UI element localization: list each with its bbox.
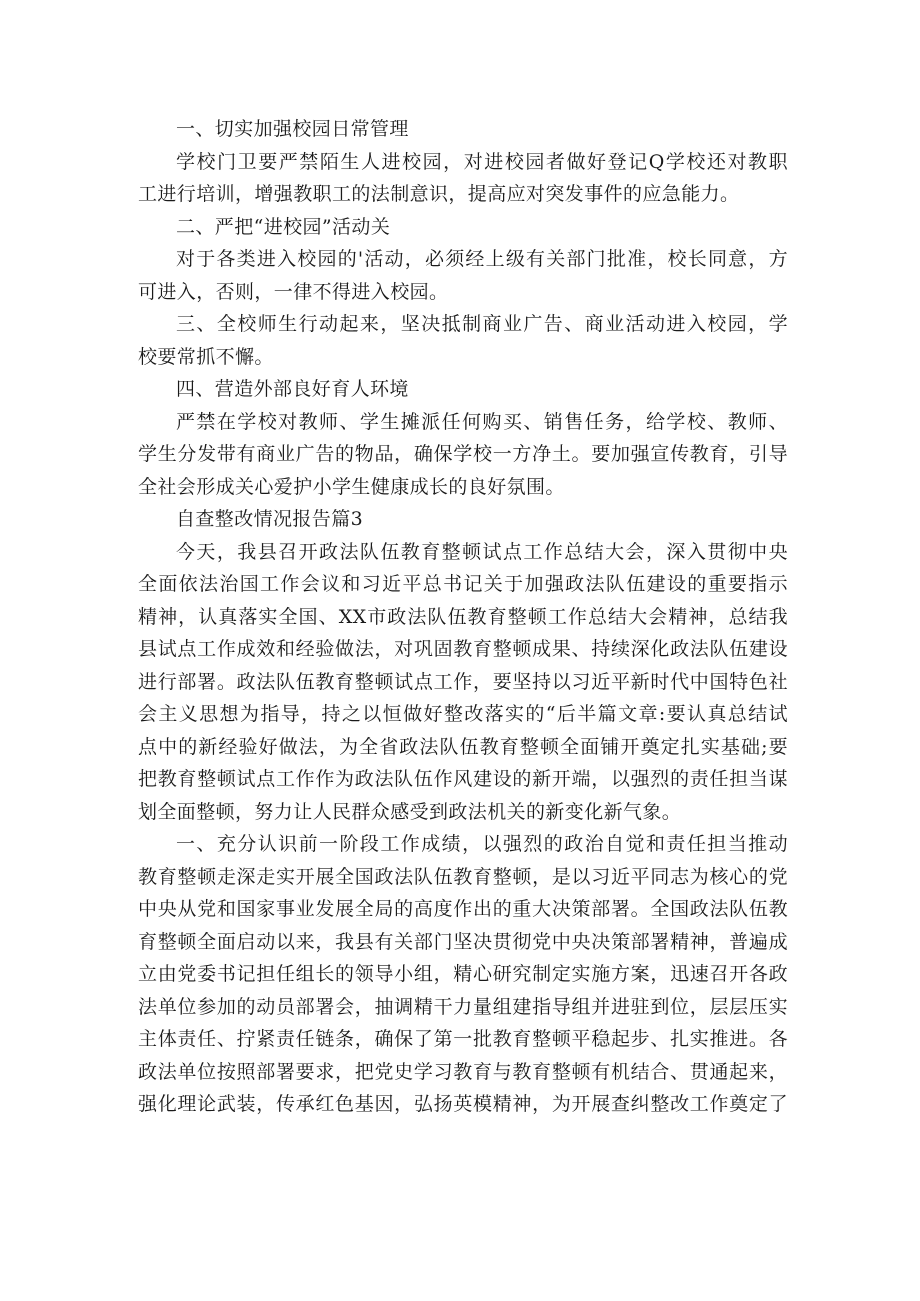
text-line: 学校门卫要严禁陌生人进校园，对进校园者做好登记Q学校还对教职	[176, 150, 788, 173]
text-line: 育整顿全面启动以来，我县有关部门坚决贯彻党中央决策部署精神，普遍成	[138, 930, 788, 953]
document-body	[138, 113, 788, 1121]
text-line: 学生分发带有商业广告的物品，确保学校一方净土。要加强宣传教育，引导	[138, 443, 788, 465]
text-line: 中央从党和国家事业发展全局的高度作出的重大决策部署。全国政法队伍教	[138, 898, 788, 920]
text-line: 县试点工作成效和经验做法，对巩固教育整顿成果、持续深化政法队伍建设	[138, 638, 788, 660]
text-line: 强化理论武装，传承红色基因，弘扬英模精神，为开展查纠整改工作奠定了	[138, 1093, 788, 1115]
text-line: 工进行培训，增强教职工的法制意识，提高应对突发事件的应急能力。	[138, 183, 740, 205]
text-line: 二、严把“进校园”活动关	[176, 215, 391, 238]
text-line: 校要常抓不懈。	[138, 345, 274, 368]
text-line: 四、营造外部良好育人环境	[176, 378, 409, 400]
text-line: 一、切实加强校园日常管理	[176, 118, 409, 140]
text-line: 一、充分认识前一阶段工作成绩，以强烈的政治自觉和责任担当推动	[176, 833, 788, 855]
text-line: 精神，认真落实全国、XX市政法队伍教育整顿工作总结大会精神，总结我	[138, 605, 788, 628]
text-line: 划全面整顿，努力让人民群众感受到政法机关的新变化新气象。	[138, 800, 682, 823]
text-line: 进行部署。政法队伍教育整顿试点工作，要坚持以习近平新时代中国特色社	[138, 670, 788, 693]
text-line: 今天，我县召开政法队伍教育整顿试点工作总结大会，深入贯彻中央	[176, 540, 788, 563]
text-line: 主体责任、拧紧责任链条，确保了第一批教育整顿平稳起步、扎实推进。各	[138, 1028, 788, 1050]
text-line: 立由党委书记担任组长的领导小组，精心研究制定实施方案，迅速召开各政	[138, 963, 788, 985]
text-line: 把教育整顿试点工作作为政法队伍作风建设的新开端，以强烈的责任担当谋	[138, 768, 788, 790]
text-line: 法单位参加的动员部署会，抽调精干力量组建指导组并进驻到位，层层压实	[138, 995, 788, 1018]
text-line: 三、全校师生行动起来，坚决抵制商业广告、商业活动进入校园，学	[176, 313, 788, 335]
text-line: 全面依法治国工作会议和习近平总书记关于加强政法队伍建设的重要指示	[138, 573, 788, 595]
text-line: 教育整顿走深走实开展全国政法队伍教育整顿，是以习近平同志为核心的党	[138, 865, 788, 888]
text-line: 全社会形成关心爱护小学生健康成长的良好氛围。	[138, 475, 565, 498]
text-line: 自查整改情况报告篇3	[176, 508, 364, 530]
text-line: 会主义思想为指导，持之以恒做好整改落实的“后半篇文章:要认真总结试	[138, 703, 788, 725]
text-line: 可进入，否则，一律不得进入校园。	[138, 280, 449, 303]
text-line: 严禁在学校对教师、学生摊派任何购买、销售任务，给学校、教师、	[176, 410, 788, 433]
text-line: 点中的新经验好做法，为全省政法队伍教育整顿全面铺开奠定扎实基础;要	[138, 735, 788, 758]
text-line: 对于各类进入校园的'活动，必须经上级有关部门批准，校长同意，方	[176, 248, 788, 270]
text-line: 政法单位按照部署要求，把党史学习教育与教育整顿有机结合、贯通起来，	[138, 1060, 788, 1083]
